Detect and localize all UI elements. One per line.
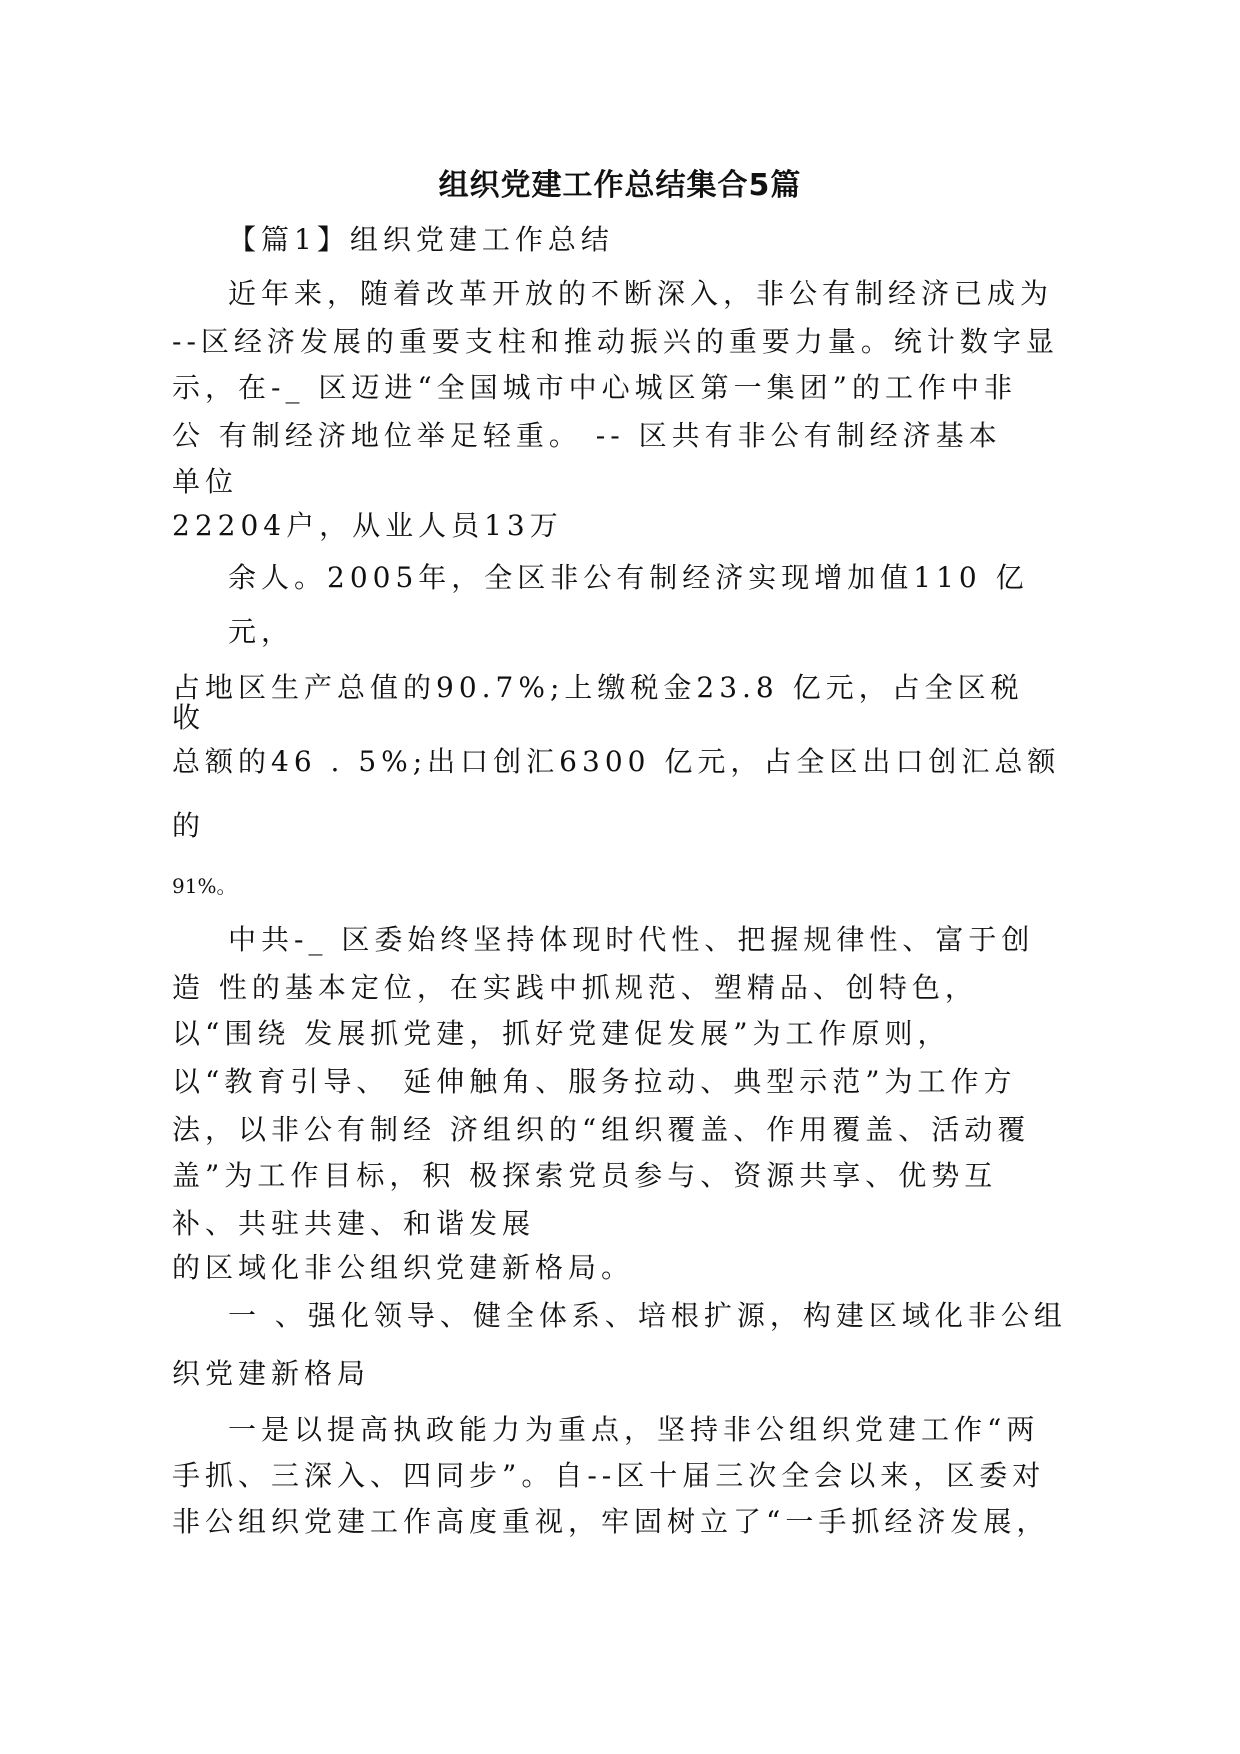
body-line: 91%。 xyxy=(172,874,237,898)
body-line: 造 性的基本定位，在实践中抓规范、塑精品、创特色， xyxy=(172,971,978,1004)
body-line: 单位 xyxy=(172,465,239,498)
document-title: 组织党建工作总结集合5篇 xyxy=(438,168,802,203)
body-line: 收 xyxy=(172,701,206,734)
body-line: 以“教育引导、 延伸触角、服务拉动、典型示范”为工作方 xyxy=(172,1065,1017,1098)
body-line: 22204户，从业人员13万 xyxy=(172,509,563,542)
body-line: 手抓、三深入、四同步”。自--区十届三次全会以来，区委对 xyxy=(172,1459,1046,1492)
body-line: 非公组织党建工作高度重视，牢固树立了“一手抓经济发展， xyxy=(172,1505,1050,1538)
section-heading: 【篇1】组织党建工作总结 xyxy=(228,223,614,256)
body-line: 一 、强化领导、健全体系、培根扩源，构建区域化非公组 xyxy=(228,1299,1067,1332)
body-line: 元， xyxy=(228,615,295,648)
body-line: 补、共驻共建、和谐发展 xyxy=(172,1207,536,1240)
body-line: 法，以非公有制经 济组织的“组织覆盖、作用覆盖、活动覆 xyxy=(172,1113,1031,1146)
body-line: 的 xyxy=(172,809,206,842)
body-line: 的区域化非公组织党建新格局。 xyxy=(172,1251,635,1284)
body-line: 公 有制经济地位举足轻重。 -- 区共有非公有制经济基本 xyxy=(172,419,1002,452)
body-line: --区经济发展的重要支柱和推动振兴的重要力量。统计数字显 xyxy=(172,325,1059,358)
body-line: 占地区生产总值的90.7%;上缴税金23.8 亿元，占全区税 xyxy=(172,671,1024,704)
body-line: 近年来，随着改革开放的不断深入，非公有制经济已成为 xyxy=(228,277,1054,310)
body-line: 余人。2005年，全区非公有制经济实现增加值110 亿 xyxy=(228,561,1029,594)
body-line: 示，在-_ 区迈进“全国城市中心城区第一集团”的工作中非 xyxy=(172,371,1017,404)
body-line: 总额的46 . 5%;出口创汇6300 亿元，占全区出口创汇总额 xyxy=(172,745,1061,778)
body-line: 盖”为工作目标，积 极探索党员参与、资源共享、优势互 xyxy=(172,1159,998,1192)
body-line: 以“围绕 发展抓党建，抓好党建促发展”为工作原则， xyxy=(172,1017,951,1050)
body-line: 织党建新格局 xyxy=(172,1357,371,1390)
body-line: 中共-_ 区委始终坚持体现时代性、把握规律性、富于创 xyxy=(228,923,1035,956)
body-line: 一是以提高执政能力为重点，坚持非公组织党建工作“两 xyxy=(228,1413,1040,1446)
